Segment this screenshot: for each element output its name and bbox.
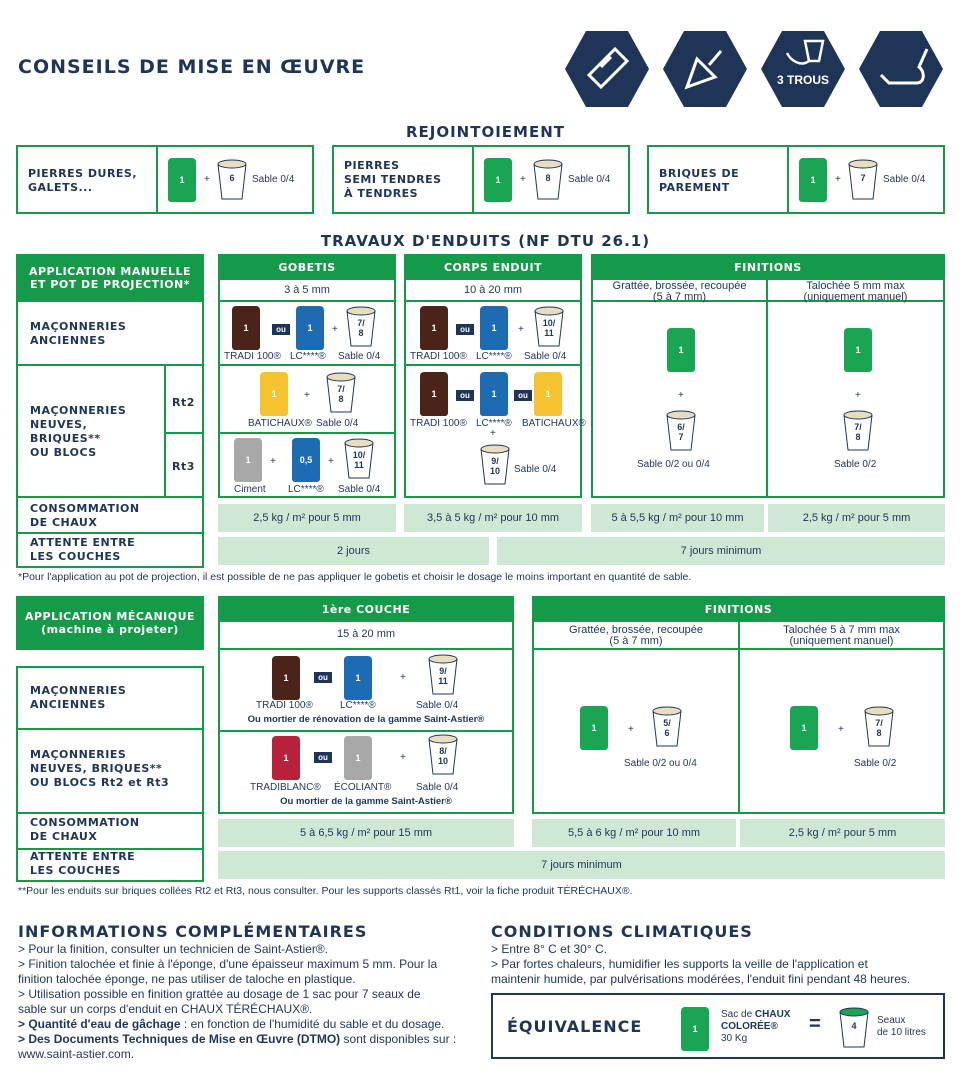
caption: Sable 0/4 xyxy=(416,700,459,711)
caption: Sable 0/2 ou 0/4 xyxy=(637,459,710,470)
bucket-count: 7/ 8 xyxy=(357,318,365,338)
thickness: 3 à 5 mm xyxy=(284,284,330,296)
label: MAÇONNERIES xyxy=(30,684,127,697)
footnote-2: **Pour les enduits sur briques collées Rt2 et Rt3, nous consulter. Pour les supports classés Rt1, voir la fiche produit TÉRÉCHAUX®. xyxy=(18,885,633,897)
label: GALETS... xyxy=(28,181,93,194)
sand-bucket-icon xyxy=(534,306,564,348)
machine-icon xyxy=(761,27,845,111)
seaux-label: de 10 litres xyxy=(877,1027,926,1038)
sand-bucket-icon xyxy=(533,159,563,201)
info-line: : en fonction de l'humidité du sable et du dosage. xyxy=(180,1017,445,1031)
bucket-count: 6/ 7 xyxy=(677,422,685,442)
conso-fin2: 2,5 kg / m² pour 5 mm xyxy=(768,504,945,532)
info-bold: > Quantité d'eau de gâchage xyxy=(18,1017,181,1031)
label: MAÇONNERIES xyxy=(30,748,127,761)
caption: Ciment xyxy=(234,484,266,495)
info-line: > Pour la finition, consulter un technicien de Saint-Astier®. xyxy=(18,942,329,956)
sand-bucket-icon xyxy=(848,159,878,201)
chaux-bag: 1 xyxy=(484,158,512,202)
equivalence-box xyxy=(491,993,945,1059)
label: SEMI TENDRES xyxy=(344,173,442,186)
label: CONSOMMATION xyxy=(30,816,140,829)
label: Grattée, brossée, recoupée xyxy=(569,624,703,636)
conso-corps: 3,5 à 5 kg / m² pour 10 mm xyxy=(404,504,582,532)
label: BRIQUES DE xyxy=(659,167,740,180)
info-line: sable sur un corps d'enduit en CHAUX TÉRÉCHAUX®. xyxy=(18,1002,313,1016)
finitions-header: FINITIONS xyxy=(591,254,945,280)
meca-row-anciennes xyxy=(16,666,204,730)
bucket-count: 6 xyxy=(229,173,235,183)
caption: Sable 0/4 xyxy=(316,418,359,429)
caption: LC****® xyxy=(290,351,326,362)
sand-bucket-icon xyxy=(666,410,696,452)
bucket-count: 7/ 8 xyxy=(337,384,345,404)
sand-bucket-icon xyxy=(652,706,682,748)
meca-conso-2: 5,5 à 6 kg / m² pour 10 mm xyxy=(532,819,736,847)
label: Talochée 5 à 7 mm max xyxy=(783,624,900,636)
label: ANCIENNES xyxy=(30,698,106,711)
chaux-bag: 1 xyxy=(844,328,872,372)
sac-label: Sac de xyxy=(721,1009,755,1020)
label: OU BLOCS Rt2 et Rt3 xyxy=(30,776,170,789)
label: NEUVES, xyxy=(30,418,88,431)
equiv-title: ÉQUIVALENCE xyxy=(507,1017,643,1036)
float-icon xyxy=(565,27,649,111)
label: LES COUCHES xyxy=(30,864,121,877)
label: DE CHAUX xyxy=(30,516,98,529)
meca-couche-neuves: 1 ou 1 + 8/ 10 TRADIBLANC® ÉCOLIANT® Sable 0/4 Ou mortier de la gamme Saint-Astier® xyxy=(218,730,514,814)
thickness: 15 à 20 mm xyxy=(336,628,396,640)
label: MAÇONNERIES xyxy=(30,404,127,417)
chaux-bag: 1 xyxy=(667,328,695,372)
rejoint-card-3: BRIQUES DE PAREMENT 1 + 7 Sable 0/4 xyxy=(647,145,945,214)
sand-bucket-icon xyxy=(217,159,247,201)
label: BRIQUES** xyxy=(30,432,101,445)
label: Talochée 5 mm max xyxy=(806,280,905,292)
rt2-cell xyxy=(164,366,204,434)
rt3-cell xyxy=(164,432,204,498)
label: (5 à 7 mm) xyxy=(609,635,663,647)
meca-conso-label xyxy=(16,814,204,850)
row-anciennes xyxy=(16,302,204,366)
label: OU BLOCS xyxy=(30,446,97,459)
bucket-count: 10/ 11 xyxy=(352,450,366,470)
label: ANCIENNES xyxy=(30,334,106,347)
label: PIERRES xyxy=(344,159,400,172)
meca-attente: 7 jours minimum xyxy=(218,851,945,879)
sand-bucket-icon xyxy=(428,654,458,696)
ou-label: ou xyxy=(456,390,474,401)
attente-2: 7 jours minimum xyxy=(497,537,945,565)
label: DE CHAUX xyxy=(30,830,98,843)
conso-label xyxy=(16,498,204,534)
bucket-count: 5/ 6 xyxy=(663,718,671,738)
meca-fin-grattee: 1 + 5/ 6 Sable 0/2 ou 0/4 xyxy=(532,650,740,814)
info-link[interactable]: www.saint-astier.com. xyxy=(18,1047,135,1061)
caption: LC****® xyxy=(476,418,512,429)
bucket-count: 9/ 11 xyxy=(438,666,448,686)
meca-attente-label xyxy=(16,850,204,882)
ou-label: ou xyxy=(514,390,532,401)
conso-fin1: 5 à 5,5 kg / m² pour 10 mm xyxy=(591,504,764,532)
climat-line: maintenir humide, par pulvérisations modérées, l'enduit fini pendant 48 heures. xyxy=(491,972,911,986)
tradiblanc-bag: 1 xyxy=(272,736,300,780)
label: MAÇONNERIES xyxy=(30,320,127,333)
sand-bucket-icon xyxy=(480,444,510,486)
bucket-count: 9/ 10 xyxy=(489,456,500,476)
label: ATTENTE ENTRE xyxy=(30,536,136,549)
caption: Sable 0/2 xyxy=(854,758,897,769)
sac-label: COLORÉE® xyxy=(721,1021,778,1032)
row-neuves xyxy=(16,366,166,498)
sand-label: Sable 0/4 xyxy=(883,174,926,185)
seaux-label: Seaux xyxy=(877,1015,906,1026)
label: LES COUCHES xyxy=(30,550,121,563)
label: (machine à projeter) xyxy=(41,623,179,636)
label: Rt3 xyxy=(172,460,195,473)
equals: = xyxy=(809,1013,821,1035)
caption: TRADI 100® xyxy=(410,351,467,362)
ciment-bag: 1 xyxy=(234,438,262,482)
batichaux-bag: 1 xyxy=(534,372,562,416)
label: CONSOMMATION xyxy=(30,502,140,515)
meca-fin-talochee: 1 + 7/ 8 Sable 0/2 xyxy=(738,650,945,814)
caption: LC****® xyxy=(476,351,512,362)
chaux-bag: 1 xyxy=(168,158,196,202)
label: ET POT DE PROJECTION* xyxy=(29,278,191,291)
attente-1: 2 jours xyxy=(218,537,489,565)
info-line: > Finition talochée et finie à l'éponge, d'une épaisseur maximum 5 mm. Pour la xyxy=(18,957,438,971)
caption: Sable 0/4 xyxy=(524,351,567,362)
machine-label: 3 TROUS xyxy=(776,73,829,87)
sand-label: Sable 0/4 xyxy=(252,174,295,185)
label: (uniquement manuel) xyxy=(789,635,894,647)
lc-bag: 0,5 xyxy=(292,438,320,482)
label: (uniquement manuel) xyxy=(803,291,908,303)
caption: TRADI 100® xyxy=(256,700,313,711)
ecoliant-bag: 1 xyxy=(344,736,372,780)
tradi-bag: 1 xyxy=(420,306,448,350)
meca-couche-anciennes: 1 ou 1 + 9/ 11 TRADI 100® LC****® Sable 0/4 Ou mortier de rénovation de la gamme Saint-Astier® xyxy=(218,650,514,732)
gobetis-anciennes: 1 ou 1 + 7/ 8 TRADI 100® LC****® Sable 0/4 xyxy=(218,302,396,366)
caption: Ou mortier de rénovation de la gamme Saint-Astier® xyxy=(247,714,485,725)
bucket-icon xyxy=(839,1007,869,1049)
chaux-bag: 1 xyxy=(580,706,608,750)
hose-icon xyxy=(859,27,943,111)
sand-bucket-icon xyxy=(428,734,458,776)
lc-bag: 1 xyxy=(480,372,508,416)
ou-label: ou xyxy=(272,324,290,335)
rejoint-card-1: PIERRES DURES, GALETS... 1 + 6 Sable 0/4 xyxy=(16,145,314,214)
corps-neuves: 1 ou 1 ou 1 TRADI 100® LC****® BATICHAUX® + 9/ 10 Sable 0/4 xyxy=(404,366,582,498)
label: PIERRES DURES, xyxy=(28,167,138,180)
thickness: 10 à 20 mm xyxy=(463,284,523,296)
sac-label: CHAUX xyxy=(754,1009,791,1020)
meca-finitions-header: FINITIONS xyxy=(532,596,945,622)
caption: TRADI 100® xyxy=(224,351,281,362)
caption: Sable 0/2 xyxy=(834,459,877,470)
ou-label: ou xyxy=(314,672,332,683)
bucket-count: 8/ 10 xyxy=(437,746,448,766)
chaux-bag: 1 xyxy=(799,158,827,202)
sac-label: 30 Kg xyxy=(721,1033,748,1044)
caption: LC****® xyxy=(340,700,376,711)
caption: BATICHAUX® xyxy=(248,418,312,429)
chaux-bag: 1 xyxy=(790,706,818,750)
finition-grattee: 1 + 6/ 7 Sable 0/2 ou 0/4 xyxy=(591,302,768,498)
app-meca-header xyxy=(16,596,204,650)
label: (5 à 7 mm) xyxy=(652,291,707,303)
lc-bag: 1 xyxy=(480,306,508,350)
caption: BATICHAUX® xyxy=(522,418,586,429)
meca-conso-1: 5 à 6,5 kg / m² pour 15 mm xyxy=(218,819,514,847)
corps-anciennes: 1 ou 1 + 10/ 11 TRADI 100® LC****® Sable 0/4 xyxy=(404,302,582,366)
chaux-bag: 1 xyxy=(681,1007,709,1051)
label: PAREMENT xyxy=(659,181,730,194)
label: ATTENTE ENTRE xyxy=(30,850,136,863)
label: À TENDRES xyxy=(344,187,419,200)
caption: Sable 0/4 xyxy=(338,351,381,362)
enduits-title: TRAVAUX D'ENDUITS (NF DTU 26.1) xyxy=(320,232,651,250)
sand-bucket-icon xyxy=(346,306,376,348)
bucket-count: 4 xyxy=(851,1021,857,1031)
ou-label: ou xyxy=(456,324,474,335)
rejointoiement-title: REJOINTOIEMENT xyxy=(405,123,566,141)
corps-header: CORPS ENDUIT xyxy=(404,254,582,280)
footnote-1: *Pour l'application au pot de projection, il est possible de ne pas appliquer le gobetis et choisir le dosage le moins important en quantité de sable. xyxy=(18,571,692,583)
caption: Sable 0/4 xyxy=(416,782,459,793)
label: APPLICATION MANUELLE xyxy=(28,265,192,278)
climat-line: > Entre 8° C et 30° C. xyxy=(491,942,607,956)
tradi-bag: 1 xyxy=(272,656,300,700)
caption: Ou mortier de la gamme Saint-Astier® xyxy=(280,796,452,807)
sand-bucket-icon xyxy=(326,372,356,414)
finition-talochee: 1 + 7/ 8 Sable 0/2 xyxy=(766,302,945,498)
conso-gobetis: 2,5 kg / m² pour 5 mm xyxy=(218,504,396,532)
caption: Sable 0/2 ou 0/4 xyxy=(624,758,697,769)
batichaux-bag: 1 xyxy=(260,372,288,416)
couche-header: 1ère COUCHE xyxy=(218,596,514,622)
info-line: sont disponibles sur : xyxy=(340,1032,457,1046)
bucket-count: 10/ 11 xyxy=(542,318,556,338)
gobetis-header: GOBETIS xyxy=(218,254,396,280)
attente-label xyxy=(16,534,204,568)
info-line: finition talochée éponge, ne pas utiliser de taloche en plastique. xyxy=(18,972,356,986)
label: APPLICATION MÉCANIQUE xyxy=(24,610,196,623)
bucket-count: 8 xyxy=(545,173,551,183)
climat-title: CONDITIONS CLIMATIQUES xyxy=(491,922,753,941)
rejoint-card-2: PIERRES SEMI TENDRES À TENDRES 1 + 8 Sable 0/4 xyxy=(332,145,630,214)
lc-bag: 1 xyxy=(296,306,324,350)
meca-row-neuves xyxy=(16,730,204,814)
page-title: CONSEILS DE MISE EN ŒUVRE xyxy=(18,56,366,78)
caption: LC****® xyxy=(288,484,324,495)
gobetis-rt2: 1 + 7/ 8 BATICHAUX® Sable 0/4 xyxy=(218,366,396,434)
trowel-icon xyxy=(663,27,747,111)
tradi-bag: 1 xyxy=(420,372,448,416)
label: NEUVES, BRIQUES** xyxy=(30,762,163,775)
lc-bag: 1 xyxy=(344,656,372,700)
ou-label: ou xyxy=(314,752,332,763)
info-bold: > Des Documents Techniques de Mise en Œuvre (DTMO) xyxy=(18,1032,341,1046)
climat-line: > Par fortes chaleurs, humidifier les supports la veille de l'application et xyxy=(491,957,868,971)
label: Rt2 xyxy=(172,396,195,409)
info-title: INFORMATIONS COMPLÉMENTAIRES xyxy=(18,922,368,941)
bucket-count: 7/ 8 xyxy=(854,422,862,442)
caption: Sable 0/4 xyxy=(338,484,381,495)
sand-bucket-icon xyxy=(344,438,374,480)
bucket-count: 7 xyxy=(860,173,866,183)
label: Grattée, brossée, recoupée xyxy=(612,280,747,292)
tradi-bag: 1 xyxy=(232,306,260,350)
caption: ÉCOLIANT® xyxy=(334,782,392,793)
caption: TRADI 100® xyxy=(410,418,467,429)
info-line: > Utilisation possible en finition grattée au dosage de 1 sac pour 7 seaux de xyxy=(18,987,421,1001)
sand-bucket-icon xyxy=(864,706,894,748)
caption: TRADIBLANC® xyxy=(250,782,321,793)
gobetis-rt3: 1 + 0,5 + 10/ 11 Ciment LC****® Sable 0/4 xyxy=(218,434,396,498)
caption: Sable 0/4 xyxy=(514,464,557,475)
bucket-count: 7/ 8 xyxy=(875,718,883,738)
app-manuelle-header xyxy=(16,254,204,302)
sand-label: Sable 0/4 xyxy=(568,174,611,185)
sand-bucket-icon xyxy=(843,410,873,452)
meca-conso-3: 2,5 kg / m² pour 5 mm xyxy=(740,819,945,847)
